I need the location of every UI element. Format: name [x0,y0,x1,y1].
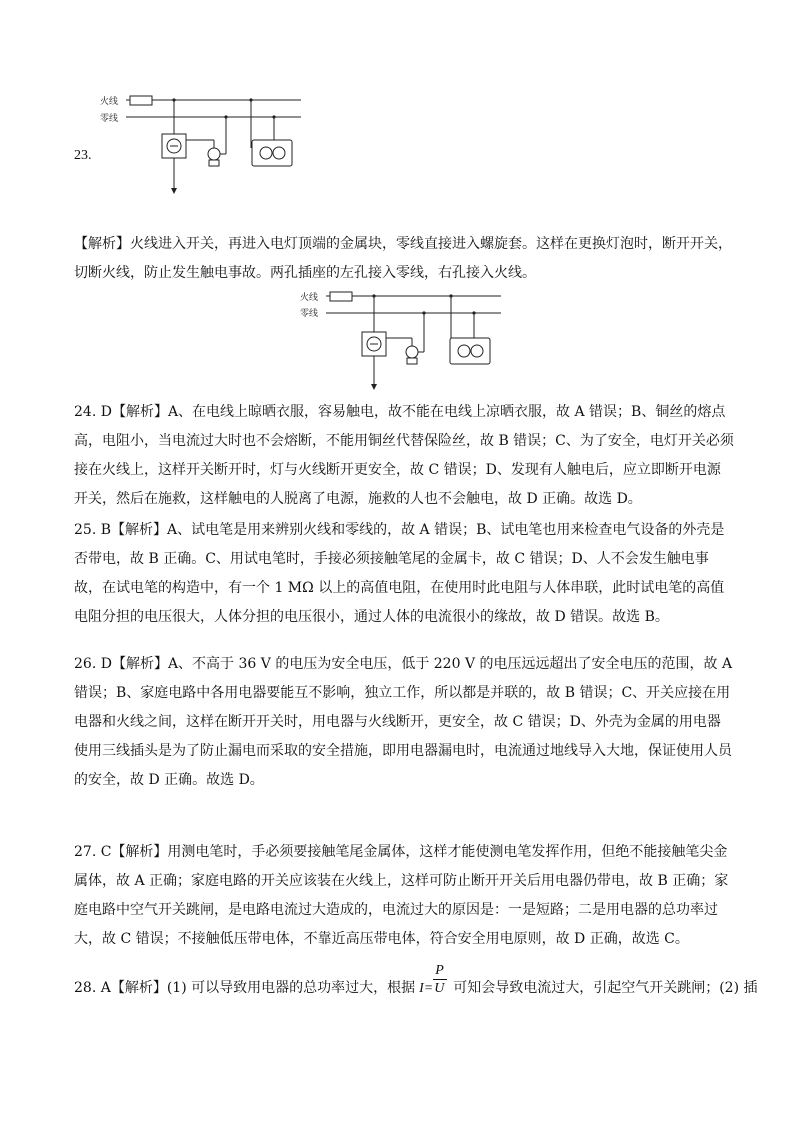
question-23-number: 23. [74,148,92,163]
live-wire-label: 火线 [100,97,119,107]
question-26-text: 26. D【解析】A、不高于 36 V 的电压为安全电压，低于 220 V 的电压远远超出了安全电压的范围，故 A 错误；B、家庭电路中各用电器要能互不影响，独立工作，所以都是并联的，故 B 错误；C、开关应接在用电器和火线之间，这样在断开开关时，用电器与火线断开，更安全，故 C 错误；D、外壳为金属的用电器使用三线插头是为了防止漏电而采取的安全措施，即用电器漏电时，电流通过地线导入大地，保证使用人员的安全，故 D 正确。故选 D。 [74,656,733,788]
neutral-wire-label-2: 零线 [300,309,319,319]
question-28-prefix: 28. A【解析】(1) 可以导致用电器的总功率过大，根据 [74,980,416,996]
circuit-diagram-1 [96,88,316,200]
question-28-suffix: 可知会导致电流过大，引起空气开关跳闸；(2) 插 [453,980,758,996]
circuit-diagram-2 [296,288,516,400]
question-23-analysis: 【解析】火线进入开关，再进入电灯顶端的金属块，零线直接进入螺旋套。这样在更换灯泡时，断开开关，切断火线，防止发生触电事故。两孔插座的左孔接入零线，右孔接入火线。 [74,236,732,281]
question-25-text: 25. B【解析】A、试电笔是用来辨别火线和零线的，故 A 错误；B、试电笔也用来检查电气设备的外壳是否带电，故 B 正确。C、用试电笔时，手接必须接触笔尾的金属卡，故 C 错误；D、人不会发生触电事故，在试电笔的构造中，有一个 1 MΩ 以上的高值电阻，在使用时此电阻与人体串联，此时试电笔的高值电阻分担的电压很大，人体分担的电压很小，通过人体的电流很小的缘故，故 D 错误。故选 B。 [74,522,725,625]
neutral-wire-label: 零线 [100,114,119,124]
formula-numerator: P [435,963,444,978]
formula-fraction [433,963,449,998]
formula-denominator: U [434,981,445,996]
question-28-line [74,963,758,1003]
question-27-text: 27. C【解析】用测电笔时，手必须要接触笔尾金属体，这样才能使测电笔发挥作用，但绝不能接触笔尖金属体，故 A 正确；家庭电路的开关应该装在火线上，这样可防止断开开关后用电器仍带电，故 B 正确；家庭电路中空气开关跳闸，是电路电流过大造成的，电流过大的原因是：一是短路；二是用电器的总功率过大，故 C 错误；不接触低压带电体，不靠近高压带电体，符合安全用电原则，故 D 正确，故选 C。 [74,844,729,947]
formula-lhs: I= [419,981,434,996]
question-24-text: 24. D【解析】A、在电线上晾晒衣服，容易触电，故不能在电线上凉晒衣服，故 A 错误；B、铜丝的熔点高，电阻小，当电流过大时也不会熔断，不能用铜丝代替保险丝，故 B 错误；C、为了安全，电灯开关必须接在火线上，这样开关断开时，灯与火线断开更安全，故 C 错误；D、发现有人触电后，应立即断开电源开关，然后在施救，这样触电的人脱离了电源，施救的人也不会触电，故 D 正确。故选 D。 [74,404,734,507]
live-wire-label-2: 火线 [300,293,319,303]
